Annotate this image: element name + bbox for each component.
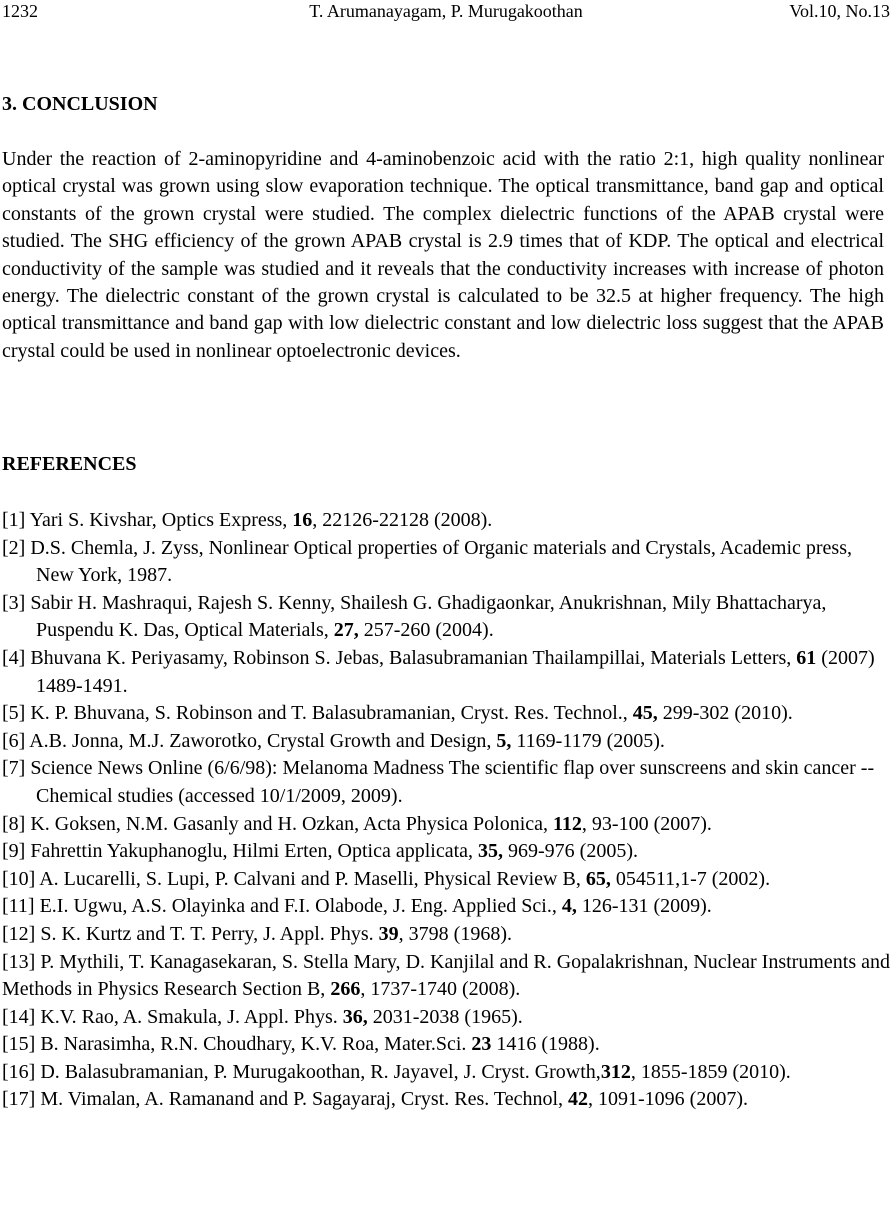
reference-item-15 <box>2 1031 890 1059</box>
reference-text: [5] K. P. Bhuvana, S. Robinson and T. Balasubramanian, Cryst. Res. Technol., <box>2 702 633 725</box>
reference-item-10 <box>2 866 890 894</box>
reference-item-8 <box>2 811 890 839</box>
reference-item-2 <box>2 535 890 590</box>
reference-pages: , 22126-22128 (2008). <box>312 509 493 531</box>
reference-pages: 126-131 (2009). <box>576 895 712 918</box>
reference-item-1 <box>2 507 890 535</box>
reference-pages: 257-260 (2004). <box>358 619 494 642</box>
reference-text: [14] K.V. Rao, A. Smakula, J. Appl. Phys. <box>2 1005 343 1028</box>
reference-item-16 <box>2 1059 890 1087</box>
reference-item-11 <box>2 893 890 921</box>
reference-volume: 35, <box>478 840 504 863</box>
reference-text: [15] B. Narasimha, R.N. Choudhary, K.V. Roa, Mater.Sci. <box>2 1033 472 1056</box>
reference-pages: , 1737-1740 (2008). <box>360 978 521 1001</box>
reference-volume: 36, <box>342 1005 368 1028</box>
reference-pages: 2031-2038 (1965). <box>367 1005 523 1028</box>
reference-volume: 23 <box>471 1033 492 1056</box>
reference-item-3 <box>2 590 890 645</box>
reference-item-12 <box>2 921 890 949</box>
reference-text: [16] D. Balasubramanian, P. Murugakoothan, R. Jayavel, J. Cryst. Growth, <box>2 1060 601 1083</box>
page-number: 1232 <box>2 1 38 21</box>
reference-volume: 16 <box>292 509 313 531</box>
reference-item-6 <box>2 728 890 756</box>
reference-text: [2] D.S. Chemla, J. Zyss, Nonlinear Optical properties of Organic materials and Crystals, Academic press, New York, 1987. <box>2 536 852 587</box>
reference-item-7 <box>2 755 890 810</box>
reference-item-9 <box>2 838 890 866</box>
reference-volume: 5, <box>496 729 512 752</box>
reference-text: [10] A. Lucarelli, S. Lupi, P. Calvani and P. Maselli, Physical Review B, <box>2 867 586 890</box>
reference-text: [17] M. Vimalan, A. Ramanand and P. Sagayaraj, Cryst. Res. Technol, <box>2 1088 569 1111</box>
reference-pages: 299-302 (2010). <box>657 702 793 725</box>
reference-pages: , 1091-1096 (2007). <box>588 1088 748 1111</box>
reference-pages: 054511,1-7 (2002). <box>610 867 771 890</box>
reference-item-14 <box>2 1004 890 1032</box>
conclusion-heading: 3. CONCLUSION <box>2 93 158 115</box>
reference-pages: 969-976 (2005). <box>503 840 638 863</box>
reference-volume: 61 <box>796 646 817 669</box>
reference-pages: , 93-100 (2007). <box>581 812 712 835</box>
reference-volume: 112 <box>553 812 582 835</box>
reference-volume: 4, <box>561 895 577 918</box>
reference-text: [6] A.B. Jonna, M.J. Zaworotko, Crystal Growth and Design, <box>2 729 497 752</box>
header-authors: T. Arumanayagam, P. Murugakoothan <box>309 1 583 21</box>
reference-list <box>2 507 890 1114</box>
reference-volume: 312 <box>600 1060 631 1083</box>
reference-text: [7] Science News Online (6/6/98): Melanoma Madness The scientific flap over sunscreens and skin cancer -- Chemical studies (accessed 10/1/2009, 2009). <box>2 757 875 807</box>
running-header <box>0 0 892 30</box>
reference-volume: 266 <box>330 978 361 1001</box>
reference-item-5 <box>2 700 890 728</box>
reference-text: [3] Sabir H. Mashraqui, Rajesh S. Kenny, Shailesh G. Ghadigaonkar, Anukrishnan, Mily Bhattacharya, Puspendu K. Das, Optical Materials, <box>2 591 827 642</box>
reference-volume: 45, <box>632 702 658 725</box>
reference-text: [8] K. Goksen, N.M. Gasanly and H. Ozkan, Acta Physica Polonica, <box>2 812 554 835</box>
references-heading: REFERENCES <box>2 453 137 475</box>
reference-text: [9] Fahrettin Yakuphanoglu, Hilmi Erten, Optica applicata, <box>2 840 479 863</box>
conclusion-paragraph: Under the reaction of 2-aminopyridine and 4-aminobenzoic acid with the ratio 2:1, high quality nonlinear optical crystal was grown using slow evaporation technique. The optical transmittance, band gap and optical constants of the grown crystal were studied. The complex dielectric functions of the APAB crystal were studied. The SHG efficiency of the grown APAB crystal is 2.9 times that of KDP. The optical and electrical conductivity of the sample was studied and it reveals that the conductivity increases with increase of photon energy. The dielectric constant of the grown crystal is calculated to be 32.5 at higher frequency. The high optical transmittance and band gap with low dielectric constant and low dielectric loss suggest that the APAB crystal could be used in nonlinear optoelectronic devices. <box>2 148 884 362</box>
reference-pages: , 1855-1859 (2010). <box>630 1060 791 1083</box>
header-volume: Vol.10, No.13 <box>789 1 890 21</box>
reference-volume: 42 <box>568 1088 589 1111</box>
reference-item-4 <box>2 645 890 700</box>
reference-text: [11] E.I. Ugwu, A.S. Olayinka and F.I. Olabode, J. Eng. Applied Sci., <box>2 895 562 918</box>
reference-pages: 1416 (1988). <box>491 1033 600 1056</box>
reference-volume: 39 <box>378 922 399 945</box>
reference-pages: 1169-1179 (2005). <box>511 729 665 752</box>
reference-item-17 <box>2 1086 890 1114</box>
reference-text: [12] S. K. Kurtz and T. T. Perry, J. Appl. Phys. <box>2 922 379 945</box>
reference-volume: 27, <box>333 619 359 642</box>
reference-text: [13] P. Mythili, T. Kanagasekaran, S. Stella Mary, D. Kanjilal and R. Gopalakrishnan, Nuclear Instruments and Methods in Physics Research Section B, <box>2 950 890 1001</box>
reference-pages: , 3798 (1968). <box>398 922 512 945</box>
reference-item-13 <box>2 949 890 1004</box>
reference-pages: (2007) 1489-1491. <box>36 646 875 697</box>
reference-volume: 65, <box>585 867 611 890</box>
reference-text: [1] Yari S. Kivshar, Optics Express, <box>2 509 293 531</box>
reference-text: [4] Bhuvana K. Periyasamy, Robinson S. Jebas, Balasubramanian Thailampillai, Materials Letters, <box>2 646 797 669</box>
